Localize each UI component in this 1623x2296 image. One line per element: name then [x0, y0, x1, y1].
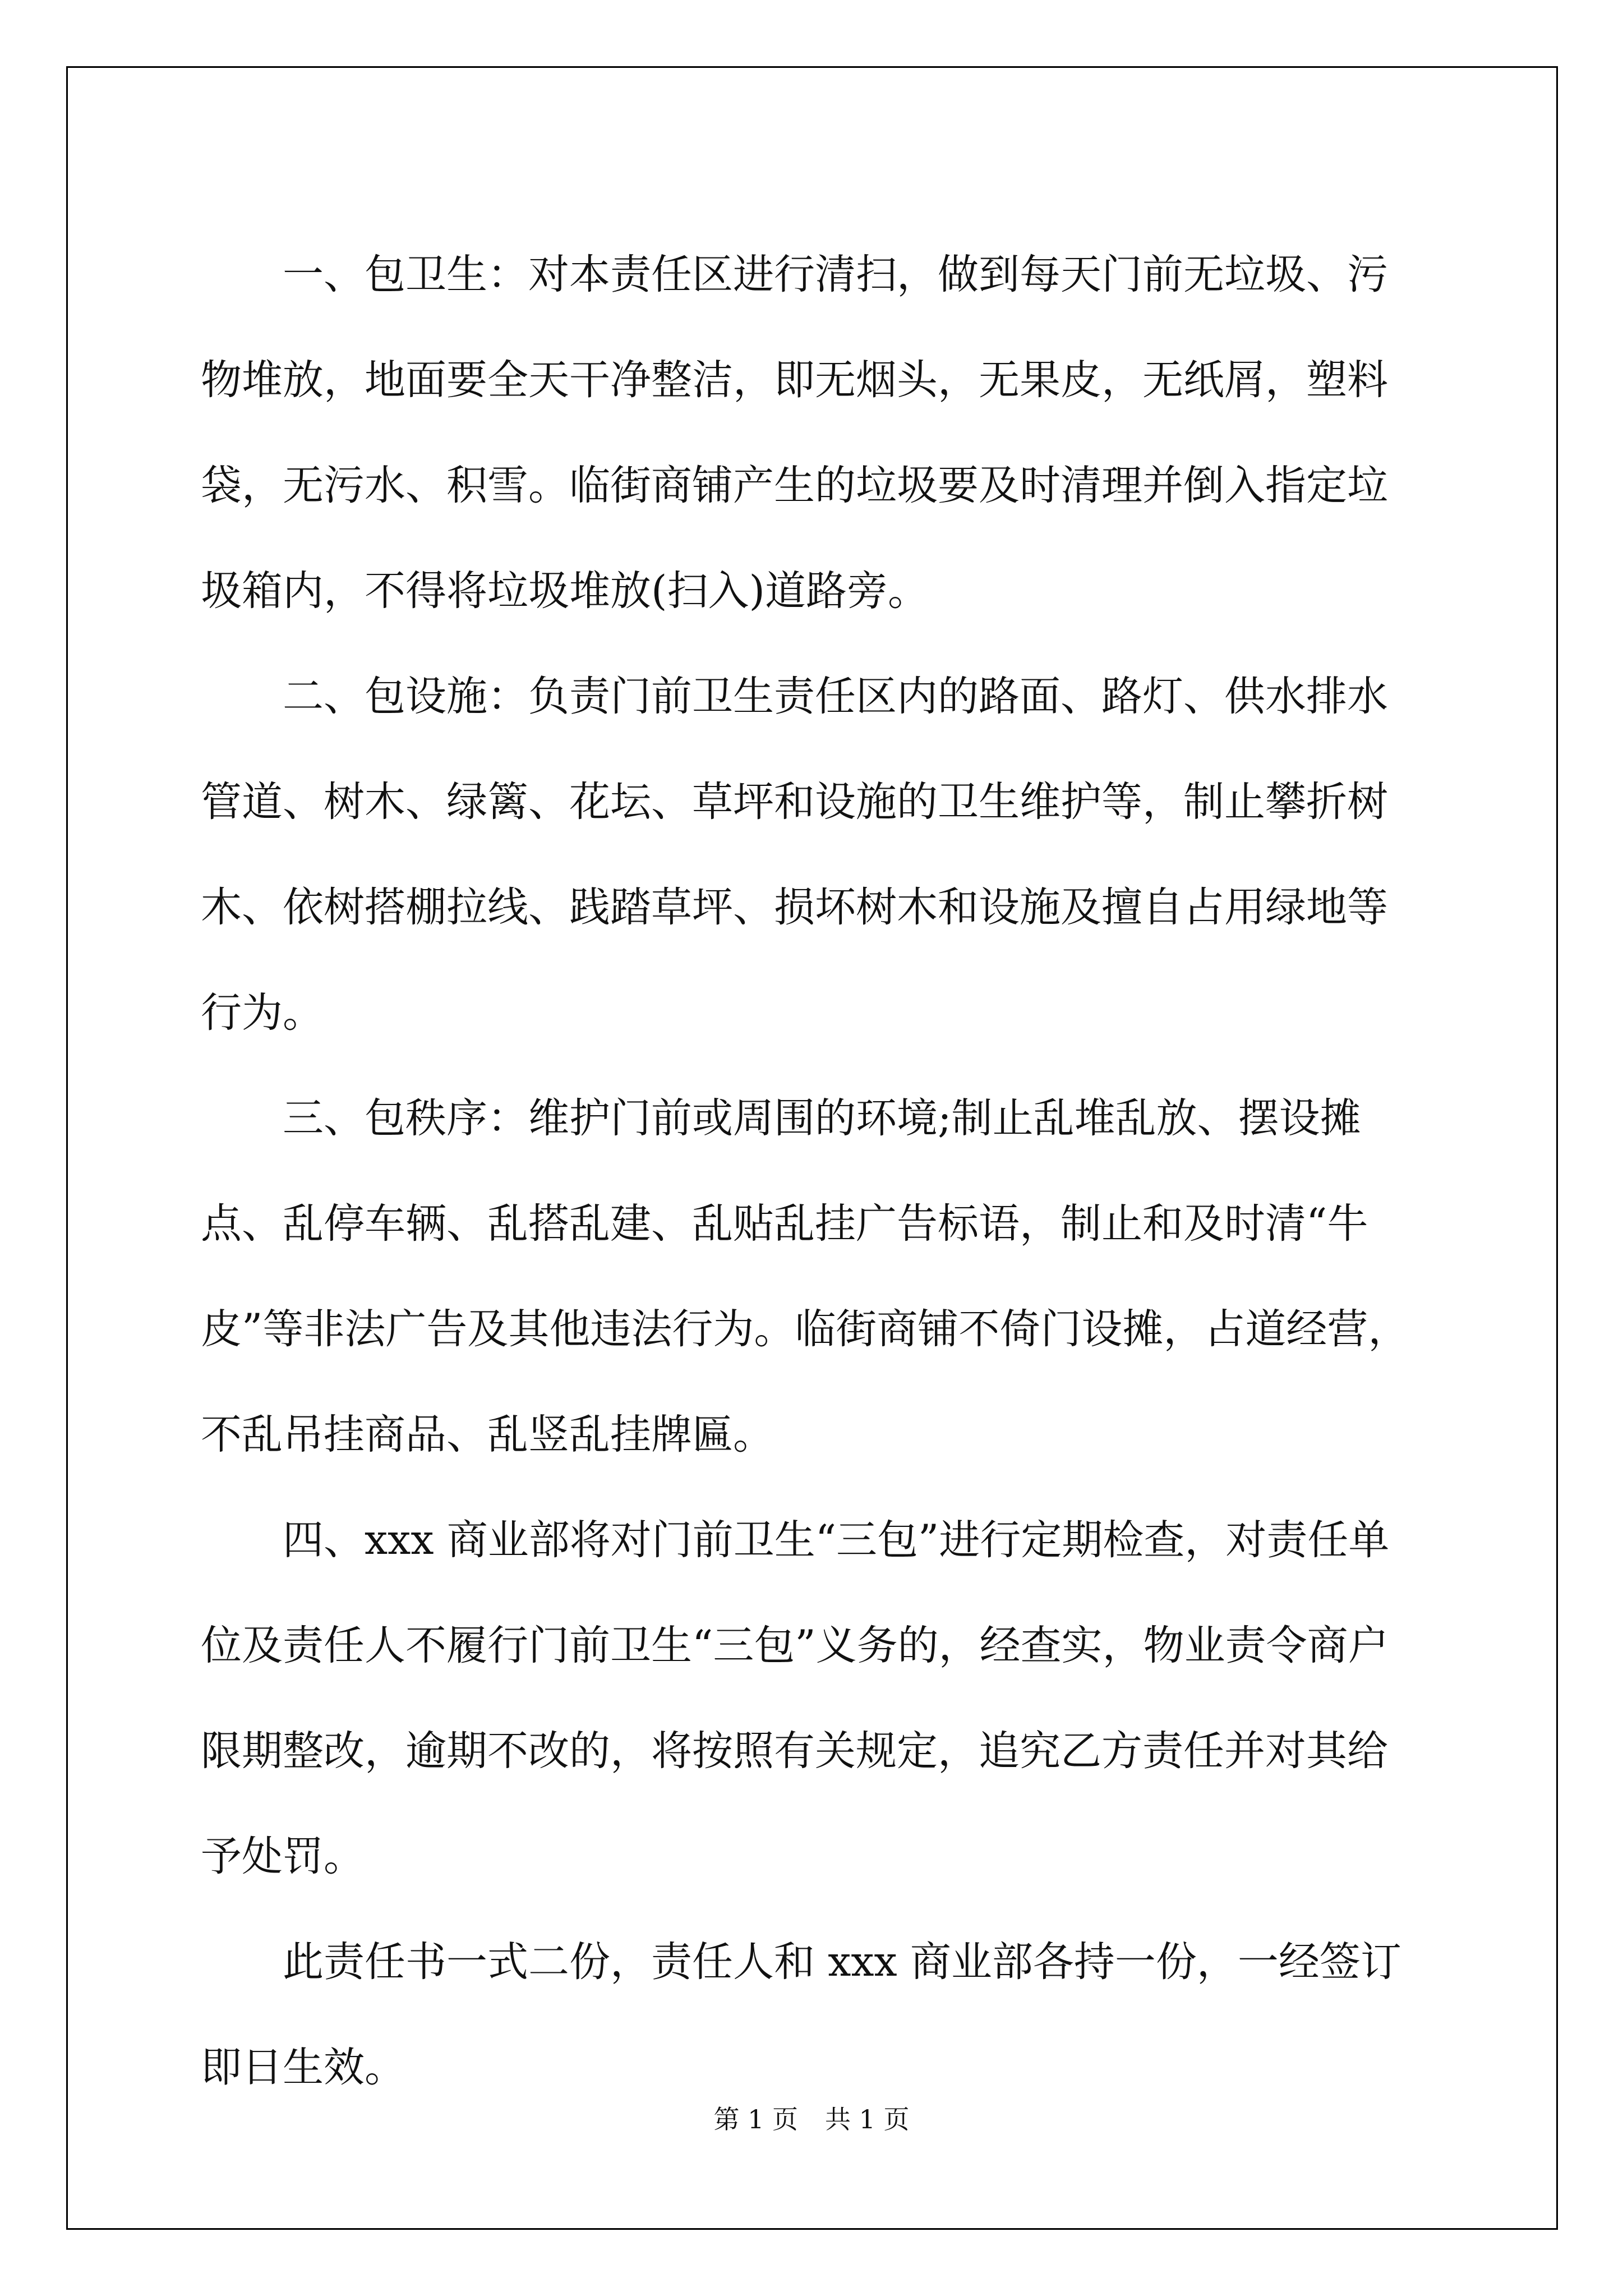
- paragraph-facilities: 二、包设施：负责门前卫生责任区内的路面、路灯、供水排水管道、树木、绿篱、花坛、草坪和设施的卫生维护等，制止攀折树木、依树搭棚拉线、践踏草坪、损坏树木和设施及擅自占用绿地等行为。: [201, 673, 1388, 1037]
- paragraph-order: 三、包秩序：维护门前或周围的环境;制止乱堆乱放、摆设摊点、乱停车辆、乱搭乱建、乱贴乱挂广告标语，制止和及时清“牛皮”等非法广告及其他违法行为。临街商铺不倚门设摊，占道经营，不乱吊挂商品、乱竖乱挂牌匾。: [201, 1094, 1409, 1458]
- paragraph-hygiene: 一、包卫生：对本责任区进行清扫，做到每天门前无垃圾、污物堆放，地面要全天干净整洁，即无烟头，无果皮，无纸屑，塑料袋，无污水、积雪。临街商铺产生的垃圾要及时清理并倒入指定垃圾箱内，不得将垃圾堆放(扫入)道路旁。: [201, 251, 1388, 615]
- document-body: [201, 222, 1423, 2120]
- page-total: 共 1 页: [825, 2104, 910, 2134]
- page-footer: [0, 2099, 1623, 2136]
- paragraph-inspection: 四、xxx 商业部将对门前卫生“三包”进行定期检查，对责任单位及责任人不履行门前卫生“三包”义务的，经查实，物业责令商户限期整改，逾期不改的，将按照有关规定，追究乙方责任并对其给予处罚。: [201, 1516, 1390, 1880]
- paragraph-copies: 此责任书一式二份，责任人和 xxx 商业部各持一份，一经签订即日生效。: [201, 1938, 1401, 2091]
- page-number: 第 1 页: [713, 2104, 798, 2134]
